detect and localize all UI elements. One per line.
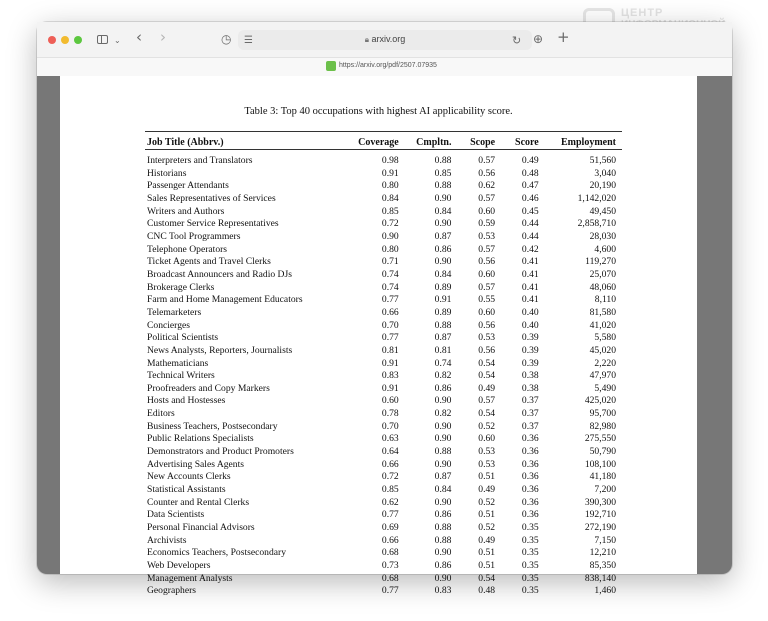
job-title-cell: Advertising Sales Agents <box>147 458 244 470</box>
job-title-cell: Demonstrators and Product Promoters <box>147 446 294 458</box>
table-row <box>145 152 622 168</box>
scope-cell: 0.55 <box>478 294 496 306</box>
table-row <box>145 370 622 383</box>
job-title-cell: Writers and Authors <box>147 205 225 217</box>
coverage-cell: 0.77 <box>381 509 399 521</box>
occupations-table <box>145 133 622 598</box>
completion-cell: 0.83 <box>434 585 452 597</box>
completion-cell: 0.86 <box>434 560 452 571</box>
table-row <box>145 244 622 257</box>
employment-cell: 425,020 <box>584 395 616 407</box>
score-cell: 0.37 <box>521 420 539 432</box>
employment-cell: 28,030 <box>589 230 616 242</box>
score-cell: 0.36 <box>521 496 539 508</box>
score-cell: 0.41 <box>521 268 539 280</box>
completion-cell: 0.84 <box>434 268 452 280</box>
employment-cell: 838,140 <box>584 572 616 584</box>
score-cell: 0.37 <box>521 408 539 420</box>
completion-cell: 0.86 <box>434 243 452 255</box>
chevron-down-icon[interactable]: ⌄ <box>114 36 121 45</box>
job-title-cell: Statistical Assistants <box>147 484 226 496</box>
employment-cell: 5,580 <box>594 332 616 344</box>
coverage-cell: 0.91 <box>381 357 399 369</box>
minimize-window-button[interactable] <box>61 36 69 44</box>
table-row <box>145 383 622 396</box>
employment-cell: 192,710 <box>584 509 616 521</box>
coverage-cell: 0.69 <box>381 522 399 534</box>
column-header-score: Score <box>515 136 539 148</box>
score-cell: 0.44 <box>521 218 539 230</box>
score-cell: 0.36 <box>521 446 539 458</box>
coverage-cell: 0.66 <box>381 458 399 470</box>
coverage-cell: 0.74 <box>381 281 399 293</box>
coverage-cell: 0.85 <box>381 484 399 496</box>
completion-cell: 0.88 <box>434 319 452 331</box>
scope-cell: 0.48 <box>478 585 496 597</box>
score-cell: 0.46 <box>521 192 539 204</box>
score-cell: 0.42 <box>521 243 539 255</box>
table-row <box>145 547 622 560</box>
column-header-employment: Employment <box>561 136 616 148</box>
job-title-cell: Data Scientists <box>147 509 205 521</box>
completion-cell: 0.90 <box>434 496 452 508</box>
completion-cell: 0.82 <box>434 370 452 382</box>
scope-cell: 0.57 <box>478 155 496 166</box>
table-row <box>145 509 622 522</box>
zoom-window-button[interactable] <box>74 36 82 44</box>
job-title-cell: Interpreters and Translators <box>147 155 253 166</box>
scope-cell: 0.51 <box>478 560 496 571</box>
completion-cell: 0.87 <box>434 471 452 483</box>
lock-icon: 🔒︎ <box>364 35 369 44</box>
address-text <box>238 34 532 45</box>
table-row <box>145 585 622 598</box>
coverage-cell: 0.77 <box>381 332 399 344</box>
completion-cell: 0.88 <box>434 155 452 166</box>
sidebar-icon[interactable] <box>97 35 108 44</box>
completion-cell: 0.88 <box>434 522 452 534</box>
new-tab-icon[interactable]: + <box>557 28 570 46</box>
job-title-cell: News Analysts, Reporters, Journalists <box>147 344 293 356</box>
job-title-cell: Archivists <box>147 534 187 546</box>
coverage-cell: 0.90 <box>381 230 399 242</box>
completion-cell: 0.90 <box>434 433 452 445</box>
column-header-scope: Scope <box>470 136 496 148</box>
table-row <box>145 320 622 333</box>
completion-cell: 0.90 <box>434 218 452 230</box>
browser-window <box>37 22 732 597</box>
job-title-cell: Proofreaders and Copy Markers <box>147 382 270 394</box>
score-cell: 0.39 <box>521 332 539 344</box>
table-row <box>145 180 622 193</box>
coverage-cell: 0.66 <box>381 306 399 318</box>
completion-cell: 0.84 <box>434 484 452 496</box>
scope-cell: 0.54 <box>478 370 496 382</box>
scope-cell: 0.54 <box>478 572 496 584</box>
scope-cell: 0.57 <box>478 192 496 204</box>
completion-cell: 0.90 <box>434 192 452 204</box>
browser-toolbar <box>37 22 732 58</box>
job-title-cell: Technical Writers <box>147 370 215 382</box>
job-title-cell: Public Relations Specialists <box>147 433 254 445</box>
coverage-cell: 0.66 <box>381 534 399 546</box>
history-icon[interactable]: ◷ <box>221 32 232 46</box>
table-row <box>145 459 622 472</box>
table-row <box>145 206 622 219</box>
scope-cell: 0.49 <box>478 382 496 394</box>
job-title-cell: Historians <box>147 167 187 179</box>
table-row <box>145 332 622 345</box>
scope-cell: 0.51 <box>478 547 496 559</box>
scope-cell: 0.49 <box>478 534 496 546</box>
job-title-cell: Passenger Attendants <box>147 180 229 192</box>
table-header-row <box>145 133 622 152</box>
score-cell: 0.35 <box>521 572 539 584</box>
scope-cell: 0.56 <box>478 256 496 268</box>
table-row <box>145 497 622 510</box>
coverage-cell: 0.74 <box>381 268 399 280</box>
employment-cell: 5,490 <box>594 382 616 394</box>
job-title-cell: Personal Financial Advisors <box>147 522 255 534</box>
coverage-cell: 0.91 <box>381 167 399 179</box>
score-cell: 0.44 <box>521 230 539 242</box>
completion-cell: 0.88 <box>434 446 452 458</box>
job-title-cell: Editors <box>147 408 175 420</box>
pdf-page <box>60 76 697 597</box>
address-bar[interactable] <box>238 30 532 50</box>
scope-cell: 0.53 <box>478 458 496 470</box>
coverage-cell: 0.83 <box>381 370 399 382</box>
completion-cell: 0.90 <box>434 458 452 470</box>
job-title-cell: Web Developers <box>147 560 211 571</box>
scope-cell: 0.53 <box>478 446 496 458</box>
scope-cell: 0.51 <box>478 471 496 483</box>
column-header-completion: Cmpltn. <box>416 136 452 148</box>
completion-cell: 0.81 <box>434 344 452 356</box>
scope-cell: 0.51 <box>478 509 496 521</box>
job-title-cell: Counter and Rental Clerks <box>147 496 250 508</box>
job-title-cell: New Accounts Clerks <box>147 471 231 483</box>
employment-cell: 4,600 <box>594 243 616 255</box>
completion-cell: 0.90 <box>434 547 452 559</box>
table-row <box>145 535 622 548</box>
scope-cell: 0.56 <box>478 319 496 331</box>
coverage-cell: 0.68 <box>381 572 399 584</box>
table-row <box>145 193 622 206</box>
employment-cell: 95,700 <box>589 408 616 420</box>
score-cell: 0.41 <box>521 256 539 268</box>
coverage-cell: 0.80 <box>381 180 399 192</box>
forward-icon[interactable]: › <box>160 28 166 46</box>
table-row <box>145 408 622 421</box>
scope-cell: 0.52 <box>478 420 496 432</box>
scope-cell: 0.52 <box>478 522 496 534</box>
favicon-icon <box>326 61 336 71</box>
table-row <box>145 269 622 282</box>
table-row <box>145 446 622 459</box>
column-header-coverage: Coverage <box>358 136 399 148</box>
job-title-cell: Ticket Agents and Travel Clerks <box>147 256 271 268</box>
score-cell: 0.39 <box>521 357 539 369</box>
employment-cell: 3,040 <box>594 167 616 179</box>
coverage-cell: 0.72 <box>381 471 399 483</box>
job-title-cell: Mathematicians <box>147 357 209 369</box>
score-cell: 0.40 <box>521 306 539 318</box>
employment-cell: 1,460 <box>594 585 616 597</box>
employment-cell: 1,142,020 <box>577 192 616 204</box>
reload-icon[interactable]: ↻ <box>512 34 522 47</box>
score-cell: 0.41 <box>521 294 539 306</box>
employment-cell: 8,110 <box>594 294 616 306</box>
employment-cell: 49,450 <box>589 205 616 217</box>
scope-cell: 0.54 <box>478 357 496 369</box>
coverage-cell: 0.80 <box>381 243 399 255</box>
employment-cell: 272,190 <box>584 522 616 534</box>
job-title-cell: Telemarketers <box>147 306 202 318</box>
table-row <box>145 294 622 307</box>
score-cell: 0.49 <box>521 155 539 166</box>
table-row <box>145 471 622 484</box>
coverage-cell: 0.85 <box>381 205 399 217</box>
score-cell: 0.35 <box>521 585 539 597</box>
employment-cell: 7,150 <box>594 534 616 546</box>
score-cell: 0.36 <box>521 509 539 521</box>
coverage-cell: 0.68 <box>381 547 399 559</box>
coverage-cell: 0.60 <box>381 395 399 407</box>
table-row <box>145 358 622 371</box>
completion-cell: 0.74 <box>434 357 452 369</box>
back-icon[interactable]: ‹ <box>136 28 142 46</box>
watermark-line-1: ЦЕНТР <box>621 7 664 19</box>
job-title-cell: Farm and Home Management Educators <box>147 294 303 306</box>
employment-cell: 41,180 <box>589 471 616 483</box>
coverage-cell: 0.78 <box>381 408 399 420</box>
job-title-cell: Political Scientists <box>147 332 219 344</box>
completion-cell: 0.90 <box>434 572 452 584</box>
employment-cell: 7,200 <box>594 484 616 496</box>
job-title-cell: CNC Tool Programmers <box>147 230 241 242</box>
address-domain: arxiv.org <box>371 34 406 44</box>
employment-cell: 119,270 <box>585 256 616 268</box>
score-cell: 0.36 <box>521 458 539 470</box>
coverage-cell: 0.77 <box>381 294 399 306</box>
coverage-cell: 0.64 <box>381 446 399 458</box>
pdf-url-bar <box>37 58 732 76</box>
scope-cell: 0.62 <box>478 180 496 192</box>
coverage-cell: 0.98 <box>381 155 399 166</box>
completion-cell: 0.91 <box>434 294 452 306</box>
scope-cell: 0.57 <box>478 395 496 407</box>
completion-cell: 0.86 <box>434 509 452 521</box>
completion-cell: 0.87 <box>434 332 452 344</box>
employment-cell: 275,550 <box>584 433 616 445</box>
coverage-cell: 0.81 <box>381 344 399 356</box>
coverage-cell: 0.73 <box>381 560 399 571</box>
completion-cell: 0.89 <box>434 281 452 293</box>
score-cell: 0.41 <box>521 281 539 293</box>
completion-cell: 0.87 <box>434 230 452 242</box>
coverage-cell: 0.71 <box>381 256 399 268</box>
coverage-cell: 0.63 <box>381 433 399 445</box>
coverage-cell: 0.70 <box>381 319 399 331</box>
score-cell: 0.48 <box>521 167 539 179</box>
score-cell: 0.45 <box>521 205 539 217</box>
job-title-cell: Hosts and Hostesses <box>147 395 226 407</box>
close-window-button[interactable] <box>48 36 56 44</box>
table-row <box>145 307 622 320</box>
job-title-cell: Brokerage Clerks <box>147 281 215 293</box>
coverage-cell: 0.70 <box>381 420 399 432</box>
table-row <box>145 168 622 181</box>
scope-cell: 0.57 <box>478 281 496 293</box>
completion-cell: 0.88 <box>434 180 452 192</box>
employment-cell: 108,100 <box>584 458 616 470</box>
table-row <box>145 484 622 497</box>
reader-icon[interactable]: ☰ <box>244 35 253 46</box>
completion-cell: 0.85 <box>434 167 452 179</box>
job-title-cell: Telephone Operators <box>147 243 228 255</box>
table-row <box>145 433 622 446</box>
job-title-cell: Sales Representatives of Services <box>147 192 276 204</box>
employment-cell: 25,070 <box>589 268 616 280</box>
employment-cell: 2,858,710 <box>577 218 616 230</box>
score-cell: 0.36 <box>521 433 539 445</box>
completion-cell: 0.90 <box>434 420 452 432</box>
scope-cell: 0.49 <box>478 484 496 496</box>
score-cell: 0.40 <box>521 319 539 331</box>
completion-cell: 0.82 <box>434 408 452 420</box>
completion-cell: 0.88 <box>434 534 452 546</box>
coverage-cell: 0.91 <box>381 382 399 394</box>
table-row <box>145 218 622 231</box>
scope-cell: 0.56 <box>478 344 496 356</box>
table-row <box>145 282 622 295</box>
scope-cell: 0.53 <box>478 230 496 242</box>
employment-cell: 390,300 <box>584 496 616 508</box>
employment-cell: 2,220 <box>594 357 616 369</box>
scope-cell: 0.59 <box>478 218 496 230</box>
pdf-url[interactable]: https://arxiv.org/pdf/2507.07935 <box>339 62 437 69</box>
scope-cell: 0.60 <box>478 268 496 280</box>
employment-cell: 20,190 <box>589 180 616 192</box>
score-cell: 0.35 <box>521 534 539 546</box>
completion-cell: 0.89 <box>434 306 452 318</box>
score-cell: 0.36 <box>521 484 539 496</box>
score-cell: 0.47 <box>521 180 539 192</box>
employment-cell: 82,980 <box>589 420 616 432</box>
employment-cell: 45,020 <box>589 344 616 356</box>
table-row <box>145 421 622 434</box>
employment-cell: 48,060 <box>589 281 616 293</box>
job-title-cell: Economics Teachers, Postsecondary <box>147 547 287 559</box>
employment-cell: 47,970 <box>589 370 616 382</box>
score-cell: 0.35 <box>521 560 539 571</box>
table-caption: Table 3: Top 40 occupations with highest AI applicability score. <box>244 106 513 117</box>
score-cell: 0.35 <box>521 522 539 534</box>
employment-cell: 50,790 <box>589 446 616 458</box>
score-cell: 0.39 <box>521 344 539 356</box>
score-cell: 0.38 <box>521 382 539 394</box>
job-title-cell: Geographers <box>147 585 197 597</box>
completion-cell: 0.90 <box>434 395 452 407</box>
scope-cell: 0.54 <box>478 408 496 420</box>
employment-cell: 51,560 <box>589 155 616 166</box>
employment-cell: 85,350 <box>589 560 616 571</box>
score-cell: 0.37 <box>521 395 539 407</box>
completion-cell: 0.86 <box>434 382 452 394</box>
completion-cell: 0.84 <box>434 205 452 217</box>
table-row <box>145 395 622 408</box>
completion-cell: 0.90 <box>434 256 452 268</box>
employment-cell: 81,580 <box>589 306 616 318</box>
coverage-cell: 0.62 <box>381 496 399 508</box>
score-cell: 0.36 <box>521 471 539 483</box>
table-row <box>145 573 622 586</box>
coverage-cell: 0.77 <box>381 585 399 597</box>
job-title-cell: Business Teachers, Postsecondary <box>147 420 278 432</box>
scope-cell: 0.53 <box>478 332 496 344</box>
job-title-cell: Customer Service Representatives <box>147 218 279 230</box>
scope-cell: 0.56 <box>478 167 496 179</box>
column-header-job-title: Job Title (Abbrv.) <box>147 136 224 148</box>
table-row <box>145 256 622 269</box>
scope-cell: 0.60 <box>478 306 496 318</box>
scope-cell: 0.60 <box>478 433 496 445</box>
coverage-cell: 0.72 <box>381 218 399 230</box>
table-row <box>145 522 622 535</box>
employment-cell: 41,020 <box>589 319 616 331</box>
table-row <box>145 345 622 358</box>
job-title-cell: Broadcast Announcers and Radio DJs <box>147 268 292 280</box>
download-icon[interactable]: ⊕ <box>533 32 544 46</box>
score-cell: 0.35 <box>521 547 539 559</box>
job-title-cell: Concierges <box>147 319 190 331</box>
scope-cell: 0.57 <box>478 243 496 255</box>
table-row <box>145 231 622 244</box>
employment-cell: 12,210 <box>589 547 616 559</box>
scope-cell: 0.60 <box>478 205 496 217</box>
job-title-cell: Management Analysts <box>147 572 233 584</box>
score-cell: 0.38 <box>521 370 539 382</box>
scope-cell: 0.52 <box>478 496 496 508</box>
table-row <box>145 560 622 573</box>
coverage-cell: 0.84 <box>381 192 399 204</box>
